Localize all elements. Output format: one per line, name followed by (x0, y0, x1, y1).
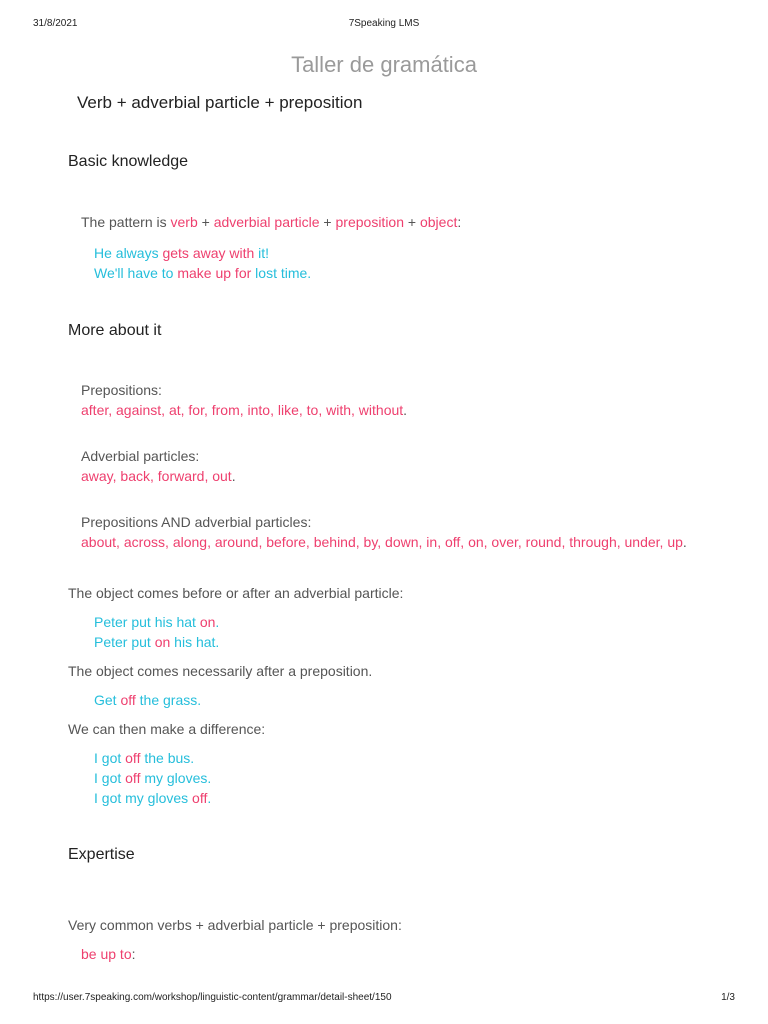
adverbial-particles-list: away, back, forward, out. (81, 468, 236, 484)
example-hat-on: Peter put his hat on. (94, 614, 220, 630)
expertise-item-be-up-to: be up to: (81, 946, 136, 962)
page-number: 1/3 (721, 992, 735, 1003)
object-rule-1: The object comes before or after an adverbial particle: (68, 585, 404, 601)
print-date: 31/8/2021 (33, 18, 78, 29)
page-url: https://user.7speaking.com/workshop/linguistic-content/grammar/detail-sheet/150 (33, 992, 392, 1003)
both-list: about, across, along, around, before, behind, by, down, in, off, on, over, round, through, under, up. (81, 534, 687, 550)
example-put-on-hat: Peter put on his hat. (94, 634, 220, 650)
example-off-gloves: I got off my gloves. (94, 770, 212, 786)
object-rule-3: We can then make a difference: (68, 721, 266, 737)
prepositions-list: after, against, at, for, from, into, like, to, with, without. (81, 402, 408, 418)
prepositions-label: Prepositions: (81, 382, 162, 398)
expertise-intro: Very common verbs + adverbial particle + preposition: (68, 917, 402, 933)
adverbial-particles-label: Adverbial particles: (81, 448, 200, 464)
both-label: Prepositions AND adverbial particles: (81, 514, 312, 530)
print-site-title: 7Speaking LMS (348, 18, 420, 29)
basic-knowledge-heading: Basic knowledge (68, 153, 189, 170)
expertise-heading: Expertise (68, 846, 135, 863)
example-gets-away-with: He always gets away with it! (94, 245, 270, 261)
page-title: Taller de gramática (291, 52, 477, 77)
lesson-subtitle: Verb + adverbial particle + preposition (77, 93, 363, 112)
example-off-bus: I got off the bus. (94, 750, 195, 766)
example-gloves-off: I got my gloves off. (94, 790, 212, 806)
example-make-up-for: We'll have to make up for lost time. (94, 265, 312, 281)
example-off-grass: Get off the grass. (94, 692, 202, 708)
pattern-sentence: The pattern is verb + adverbial particle + preposition + object: (81, 214, 462, 230)
more-about-it-heading: More about it (68, 322, 162, 339)
object-rule-2: The object comes necessarily after a preposition. (68, 663, 373, 679)
